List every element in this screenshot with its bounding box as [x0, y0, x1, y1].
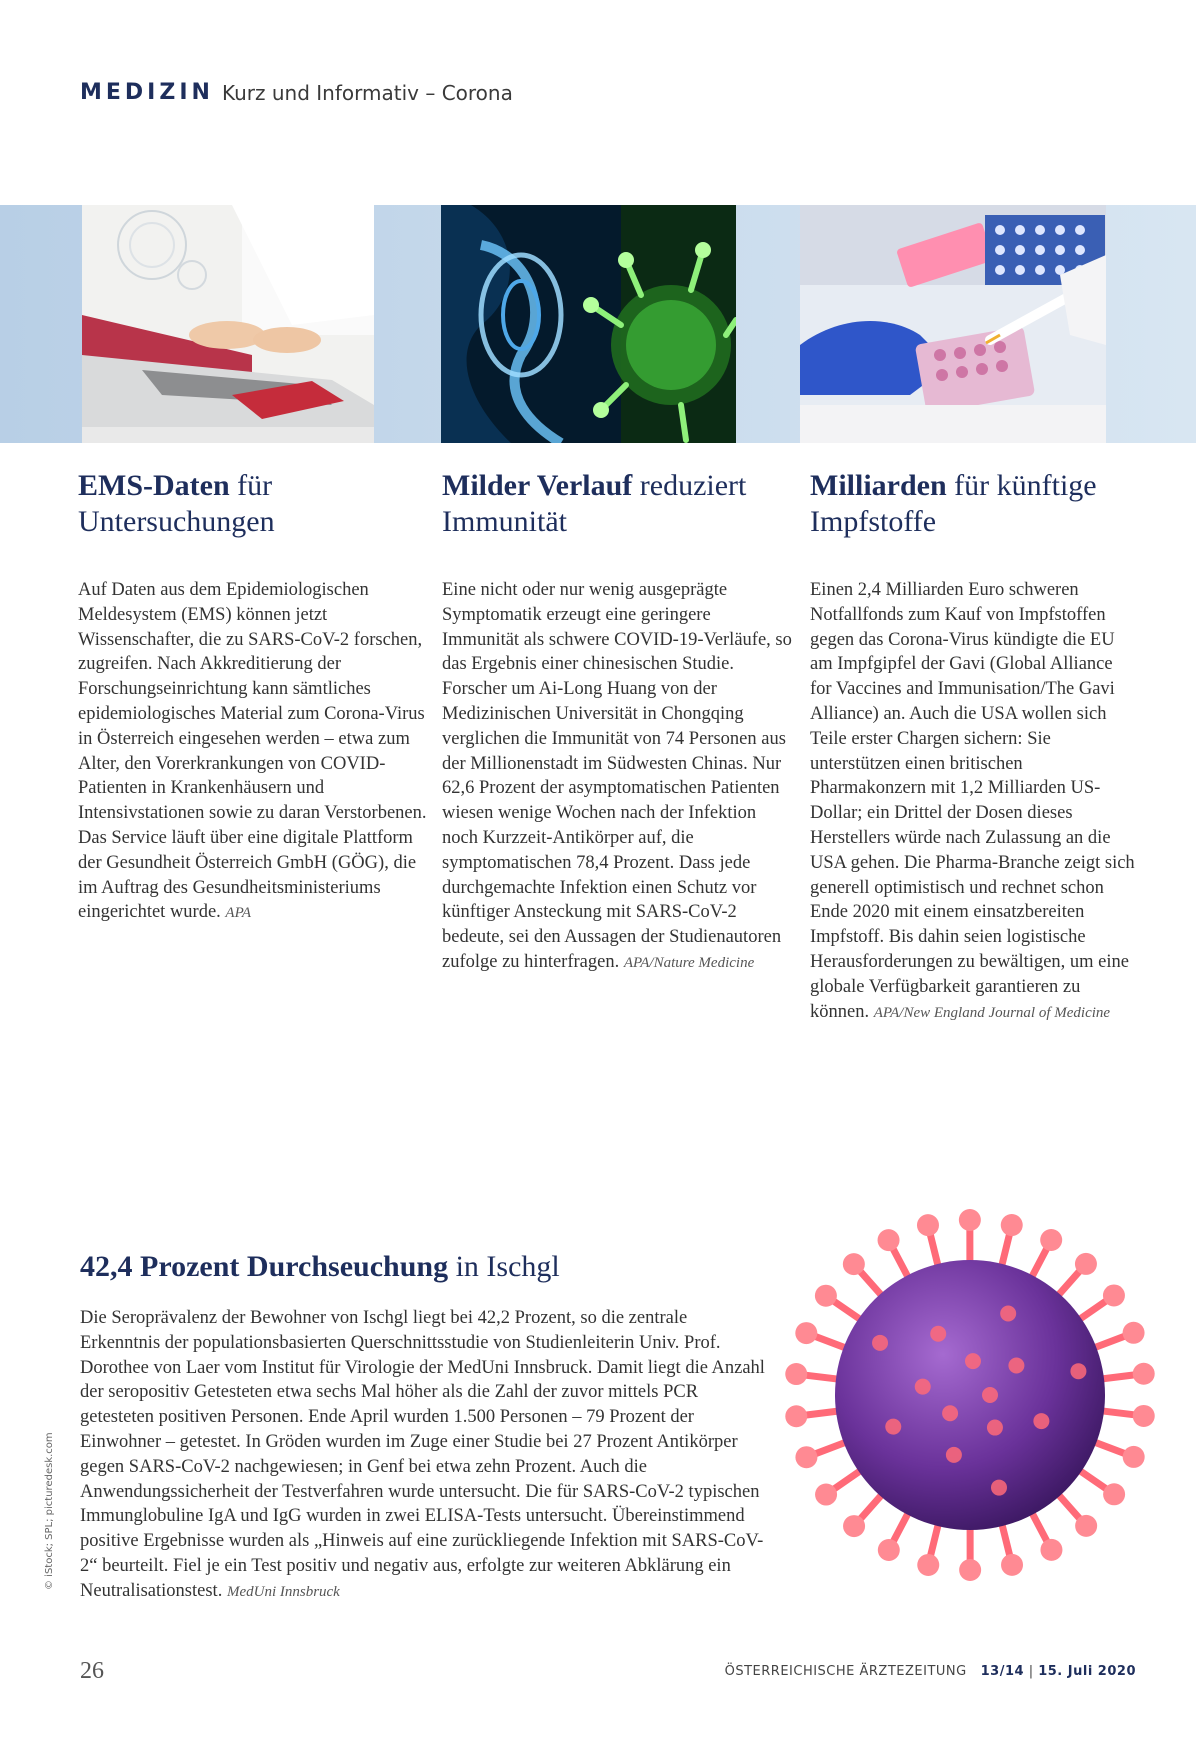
article-body [80, 1306, 770, 1605]
article-title-bold: Milder Verlauf [442, 469, 633, 502]
section-label: MEDIZIN [80, 80, 214, 105]
article-title [810, 468, 1138, 540]
virus-spike-head [1001, 1214, 1023, 1236]
virus-spike-head [815, 1285, 837, 1307]
article-source: APA/Nature Medicine [623, 954, 755, 971]
virus-spike-head [1123, 1322, 1145, 1344]
article-body [810, 578, 1138, 1025]
article-ems [78, 468, 428, 926]
virus-spike-head [1040, 1539, 1062, 1561]
article-title [80, 1250, 770, 1284]
virus-spike-head [917, 1554, 939, 1576]
virus-spike-head [1040, 1229, 1062, 1251]
virus-spike-head [1075, 1253, 1097, 1275]
article-title-rest: für Untersuchungen [78, 469, 275, 538]
article-source: MedUni Innsbruck [226, 1583, 340, 1600]
virus-spike-head [959, 1559, 981, 1581]
article-title-bold: Milliarden [810, 469, 947, 502]
page-number: 26 [80, 1658, 104, 1684]
coronavirus-3d-render [770, 1185, 1170, 1605]
article-title-rest: für künftige Impfstoffe [810, 469, 1097, 538]
article-source: APA [225, 905, 251, 922]
virus-spike-head [843, 1515, 865, 1537]
virus-spike-head [1133, 1405, 1155, 1427]
virus-surface-protein [991, 1480, 1007, 1496]
virus-surface-protein [987, 1420, 1003, 1436]
virus-surface-protein [1000, 1305, 1016, 1321]
virus-surface-protein [1070, 1363, 1086, 1379]
virus-surface-protein [965, 1353, 981, 1369]
issue-date: 15. Juli 2020 [1038, 1664, 1136, 1679]
lab-pipette-photo [800, 205, 1106, 443]
virus-surface-protein [915, 1379, 931, 1395]
virus-spike-head [878, 1539, 900, 1561]
virus-spike-head [843, 1253, 865, 1275]
section-subtitle: Kurz und Informativ – Corona [222, 81, 513, 105]
article-title [78, 468, 428, 540]
virus-surface-protein [982, 1387, 998, 1403]
photo-credit: © iStock; SPL; picturedesk.com [44, 1432, 55, 1590]
article-title-rest: reduziert Immunität [442, 469, 747, 538]
article-body-text: Auf Daten aus dem Epidemiologischen Meldesystem (EMS) können jetzt Wissenschafter, die zu SARS-CoV-2 forschen, zugreifen. Nach Akkreditierung der Forschungseinrichtung kann sämtliches epidemiologisches Material zum Corona-Virus in Österreich eingesehen werden – etwa zum Alter, den Vorerkrankungen von COVID-Patienten in Krankenhäusern und Intensivstationen sowie zu daran Verstorbenen. Das Service läuft über eine digitale Plattform der Gesundheit Österreich GmbH (GÖG), die im Auftrag des Gesundheitsministeriums eingerichtet wurde. [78, 580, 427, 923]
article-body [442, 578, 792, 976]
article-body-text: Einen 2,4 Milliarden Euro schweren Notfallfonds zum Kauf von Impfstoffen gegen das Corona-Virus kündigte die EU am Impfgipfel der Gavi (Global Alliance for Vaccines and Immunisation/The Gavi Alliance) an. Auch die USA wollen sich Teile erster Chargen sichern: Sie unterstützen einen britischen Pharmakonzern mit 1,2 Milliarden US-Dollar; ein Drittel der Dosen dieses Herstellers würde nach Zulassung an die USA gehen. Die Pharma-Branche zeigt sich generell optimistisch und rechnet schon Ende 2020 mit einem einsatzbereiten Impfstoff. Bis dahin seien logistische Herausforderungen zu bewältigen, um eine globale Verfügbarkeit garantieren zu können. [810, 580, 1135, 1022]
virus-spike-head [1123, 1446, 1145, 1468]
virus-spike-head [1103, 1483, 1125, 1505]
article-title [442, 468, 792, 540]
virus-surface-protein [946, 1447, 962, 1463]
article-title-bold: 42,4 Prozent Durchseuchung [80, 1250, 449, 1283]
article-title-rest: in Ischgl [448, 1250, 560, 1283]
article-ischgl [80, 1250, 770, 1605]
virus-surface-protein [872, 1335, 888, 1351]
publication-name: ÖSTERREICHISCHE ÄRZTEZEITUNG [724, 1664, 967, 1679]
article-milder-verlauf [442, 468, 792, 976]
virus-surface-protein [942, 1405, 958, 1421]
article-title-bold: EMS-Daten [78, 469, 230, 502]
virus-spike-head [1103, 1284, 1125, 1306]
issue-number: 13/14 [980, 1664, 1025, 1679]
virus-spike-head [878, 1229, 900, 1251]
article-body-text: Eine nicht oder nur wenig ausgeprägte Symptomatik erzeugt eine geringere Immunität als schwere COVID-19-Verläufe, so das Ergebnis einer chinesischen Studie. Forscher um Ai-Long Huang von der Medizinischen Universität in Chongqing verglichen die Immunität von 74 Personen aus der Millionenstadt im Südwesten Chinas. Nur 62,6 Prozent der asymptomatischen Patienten wiesen wenige Wochen nach der Infektion noch Kurzzeit-Antikörper auf, die symptomatischen 78,4 Prozent. Dass jede durchgemachte Infektion einen Schutz vor künftiger Ansteckung mit SARS-CoV-2 bedeute, sei den Aussagen der Studienautoren zufolge zu hinterfragen. [442, 580, 792, 972]
virus-spike-head [785, 1363, 807, 1385]
article-body [78, 578, 428, 926]
virus-spike-head [785, 1405, 807, 1427]
virus-surface-protein [930, 1326, 946, 1342]
article-body-text: Die Seroprävalenz der Bewohner von Ischgl liegt bei 42,2 Prozent, so die zentrale Erkenntnis der populationsbasierten Querschnittsstudie von Studienleiterin Univ. Prof. Dorothee von Laer vom Institut für Virologie der MedUni Innsbruck. Damit liegt die Anzahl der seropositiv Getesteten etwa sechs Mal höher als die Zahl der zuvor mittels PCR getesteten positiven Personen. Ende April wurden 1.500 Personen – 79 Prozent der Einwohner – getestet. In Gröden wurden im Zuge einer Studie bei 27 Prozent Antikörper gegen SARS-CoV-2 nachgewiesen; in Genf bei etwa zehn Prozent. Auch die Anwendungssicherheit der Testverfahren wurde untersucht. Die für SARS-CoV-2 typischen Immunglobuline IgA und IgG wurden in zwei ELISA-Tests untersucht. Übereinstimmend positive Ergebnisse wurden als „Hinweis auf eine zurückliegende Infektion mit SARS-CoV-2“ beurteilt. Fiel je ein Test positiv und negativ aus, erfolgte zur weiteren Abklärung ein Neutralisationstest. [80, 1308, 765, 1601]
article-milliarden [810, 468, 1138, 1025]
virus-spike-head [959, 1209, 981, 1231]
virus-spike-head [1075, 1515, 1097, 1537]
virus-surface-protein [1033, 1413, 1049, 1429]
virus-spike-head [1001, 1554, 1023, 1576]
footer-separator: | [1028, 1664, 1034, 1679]
footer [725, 1664, 1136, 1679]
laptop-typing-photo [82, 205, 374, 443]
virus-surface-protein [885, 1419, 901, 1435]
virus-surface-protein [1008, 1357, 1024, 1373]
antibody-virus-photo [441, 205, 736, 443]
virus-spike-head [917, 1214, 939, 1236]
virus-spike-head [795, 1322, 817, 1344]
virus-spike-head [1133, 1363, 1155, 1385]
virus-spike-head [795, 1446, 817, 1468]
virus-spike-head [815, 1484, 837, 1506]
article-source: APA/New England Journal of Medicine [873, 1004, 1111, 1021]
